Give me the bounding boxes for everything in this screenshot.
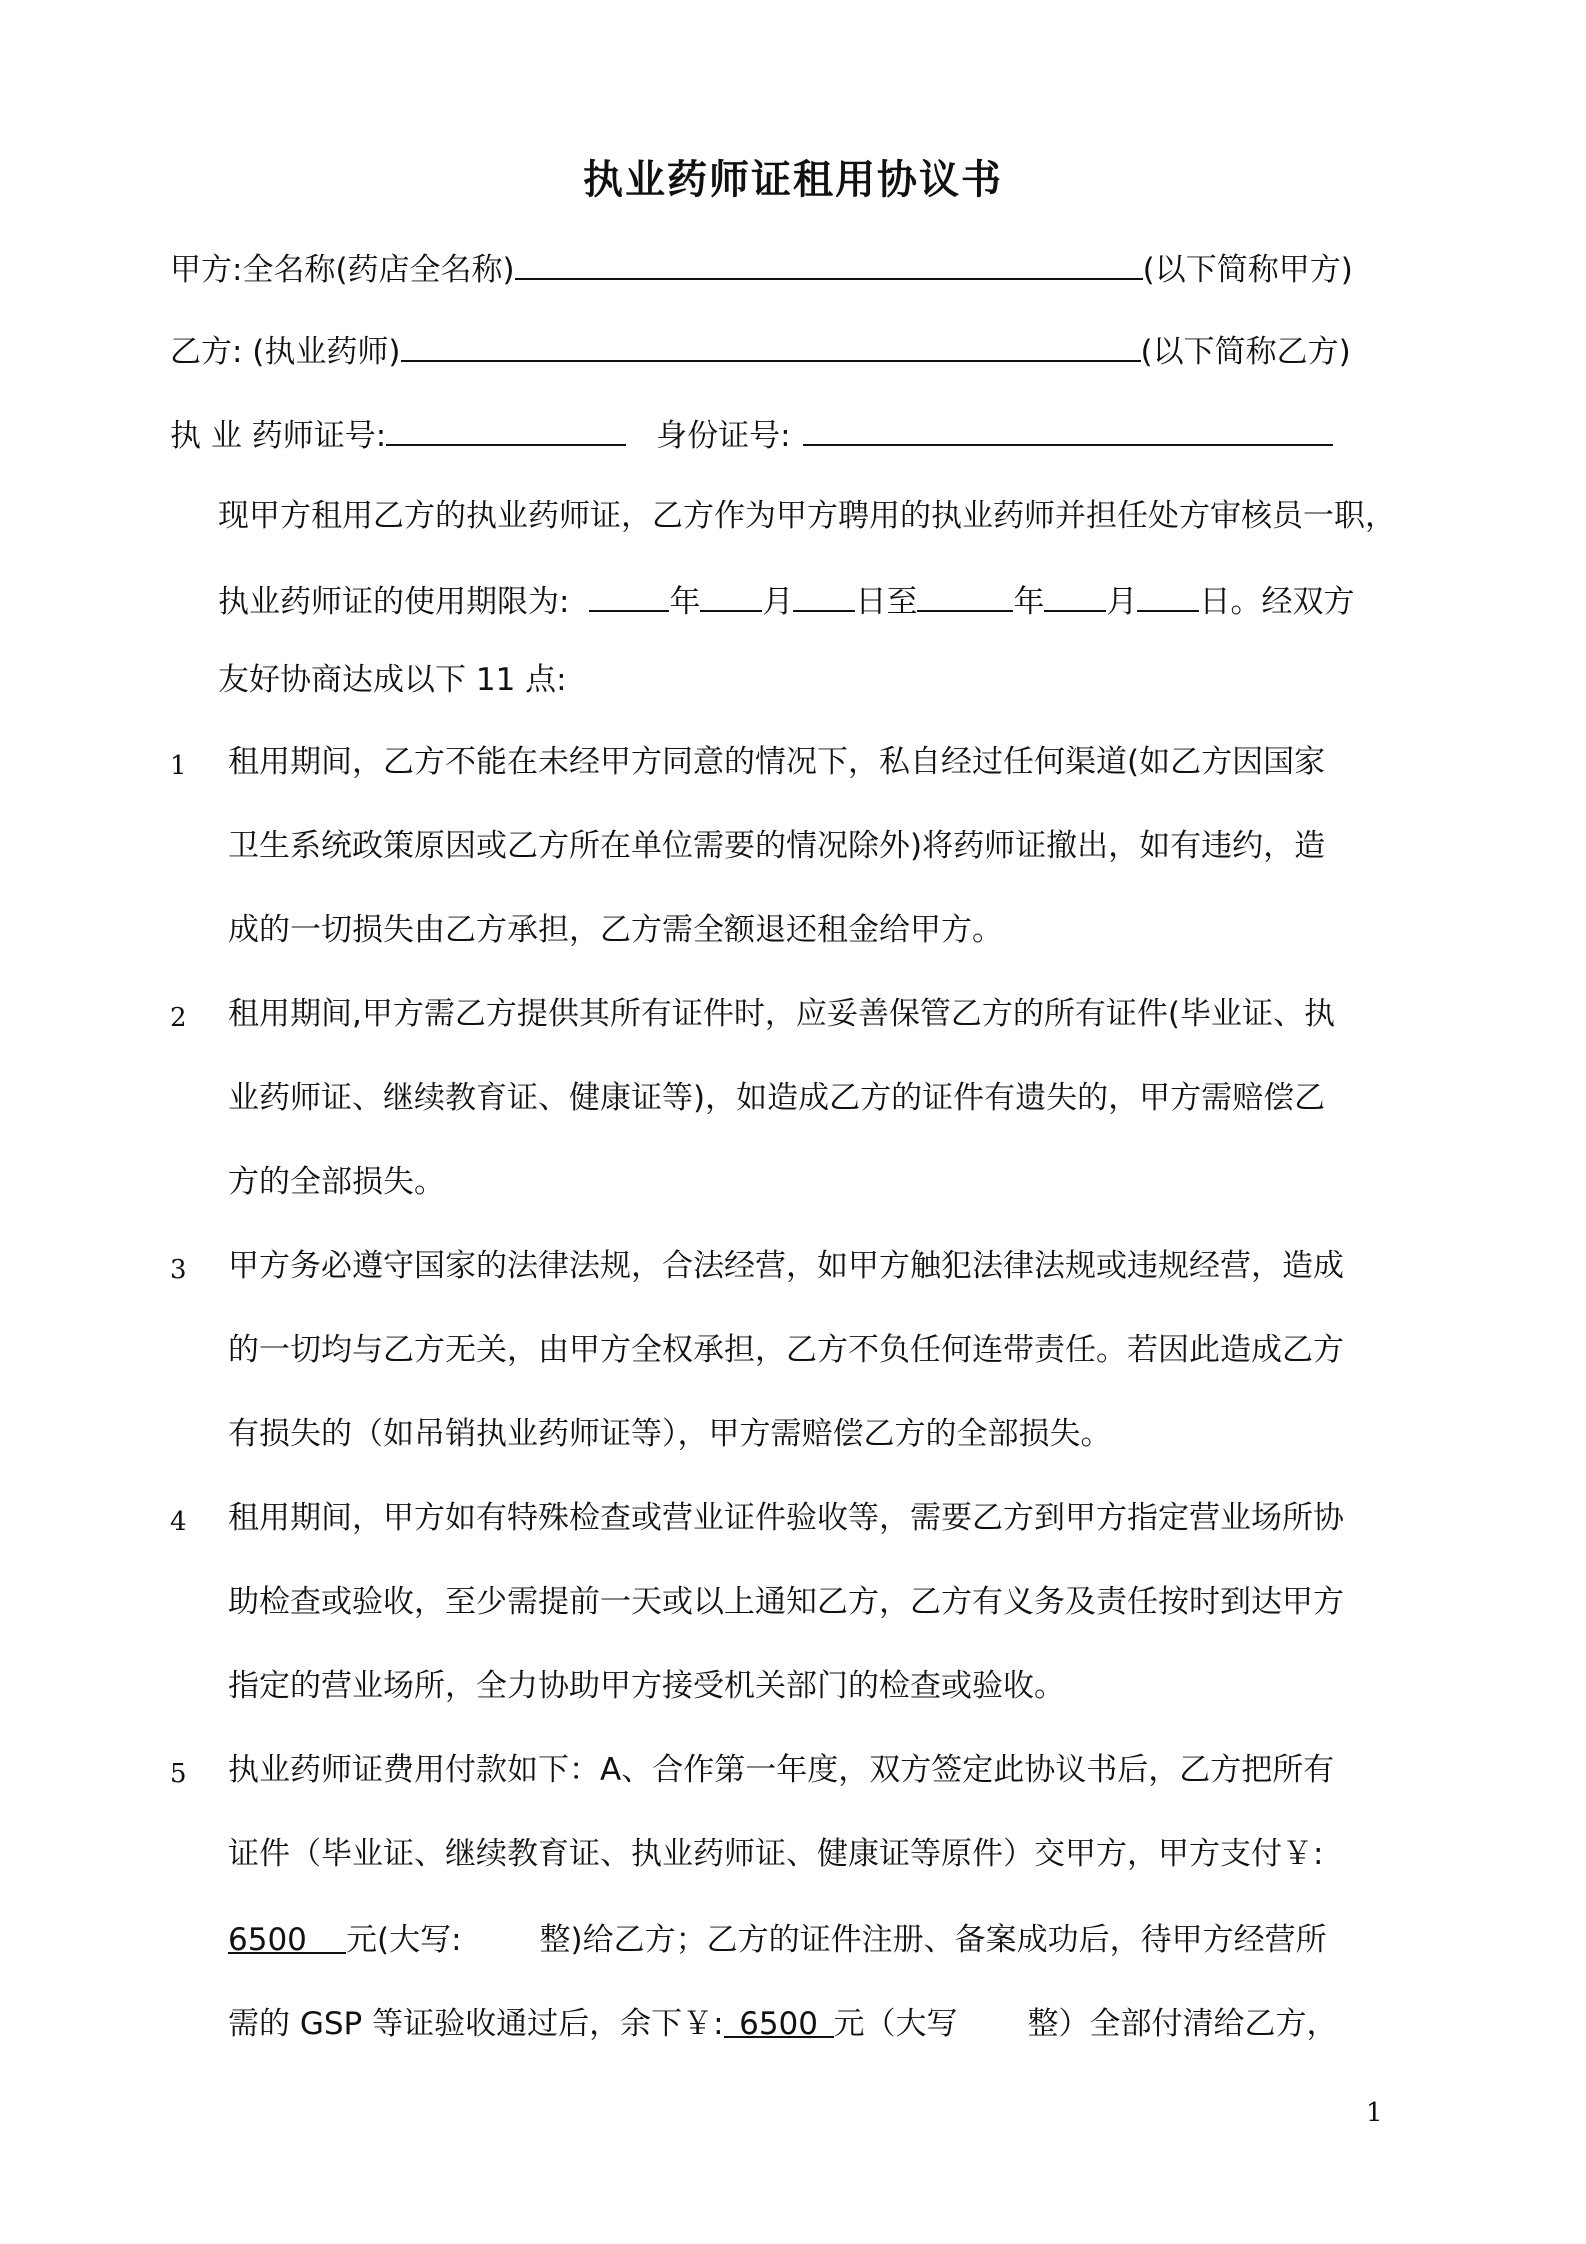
start-day-field[interactable]: [793, 576, 855, 612]
party-b-name-field[interactable]: [401, 326, 1141, 362]
remaining-payment-label: 需的 GSP 等证验收通过后，余下￥:: [228, 2006, 724, 2042]
day-to-label: 日至: [855, 584, 918, 620]
clause-1-line-2: 卫生系统政策原因或乙方所在单位需要的情况除外)将药师证撤出，如有违约，造: [228, 828, 1326, 864]
party-a-label: 甲方:全名称(药店全名称): [170, 252, 515, 288]
party-a-line: [170, 244, 1353, 292]
party-a-suffix: (以下简称甲方): [1142, 252, 1353, 288]
clause-4-number: 4: [170, 1507, 187, 1537]
id-label: 身份证号:: [656, 418, 791, 454]
remaining-payment-amount[interactable]: 6500: [724, 2002, 834, 2038]
intro-line-3: 友好协商达成以下 11 点:: [218, 662, 567, 698]
intro-line-2: [218, 576, 1354, 624]
year-label-2: 年: [1013, 584, 1045, 620]
clause-3-line-3: 有损失的（如吊销执业药师证等），甲方需赔偿乙方的全部损失。: [228, 1416, 1112, 1452]
month-label: 月: [762, 584, 794, 620]
clause-5-number: 5: [170, 1759, 187, 1789]
clause-5-line-2: 证件（毕业证、继续教育证、执业药师证、健康证等原件）交甲方，甲方支付￥:: [228, 1836, 1324, 1872]
id-number-field[interactable]: [803, 410, 1333, 446]
start-month-field[interactable]: [700, 576, 762, 612]
clause-4-line-3: 指定的营业场所，全力协助甲方接受机关部门的检查或验收。: [228, 1668, 1065, 1704]
month-label-2: 月: [1106, 584, 1138, 620]
clause-4-line-1: 租用期间，甲方如有特殊检查或营业证件验收等，需要乙方到甲方指定营业场所协: [228, 1500, 1344, 1536]
clause-5-line-3: [228, 1918, 1327, 1962]
remaining-payment-caps-label: 元（大写: [833, 2006, 958, 2042]
first-payment-rest: 整)给乙方；乙方的证件注册、备案成功后，待甲方经营所: [539, 1922, 1327, 1958]
license-number-field[interactable]: [386, 410, 626, 446]
page-number: 1: [1366, 2098, 1383, 2128]
remaining-payment-rest: 整）全部付清给乙方，: [1027, 2006, 1338, 2042]
clause-4-line-2: 助检查或验收，至少需提前一天或以上通知乙方，乙方有义务及责任按时到达甲方: [228, 1584, 1344, 1620]
day-end-label: 日。经双方: [1199, 584, 1355, 620]
party-a-name-field[interactable]: [515, 244, 1143, 280]
clause-1-number: 1: [170, 751, 187, 781]
clause-1-line-1: 租用期间，乙方不能在未经甲方同意的情况下，私自经过任何渠道(如乙方因国家: [228, 744, 1326, 780]
license-label: 执 业 药师证号:: [170, 418, 387, 454]
year-label: 年: [669, 584, 701, 620]
start-year-field[interactable]: [589, 576, 669, 612]
party-b-label: 乙方: (执业药师): [170, 334, 401, 370]
end-day-field[interactable]: [1137, 576, 1199, 612]
clause-2-line-3: 方的全部损失。: [228, 1164, 445, 1200]
intro-line-1: 现甲方租用乙方的执业药师证，乙方作为甲方聘用的执业药师并担任处方审核员一职，: [218, 498, 1396, 534]
document-title: 执业药师证租用协议书: [583, 157, 1003, 203]
first-payment-caps-label: 元(大写:: [346, 1922, 462, 1958]
party-b-line: [170, 326, 1351, 374]
term-label: 执业药师证的使用期限为:: [218, 584, 570, 620]
clause-2-line-1: 租用期间,甲方需乙方提供其所有证件时，应妥善保管乙方的所有证件(毕业证、执: [228, 996, 1335, 1032]
clause-3-number: 3: [170, 1255, 187, 1285]
clause-5-line-1: 执业药师证费用付款如下：A、合作第一年度，双方签定此协议书后，乙方把所有: [228, 1752, 1335, 1788]
clause-2-line-2: 业药师证、继续教育证、健康证等)，如造成乙方的证件有遗失的，甲方需赔偿乙: [228, 1080, 1326, 1116]
party-b-suffix: (以下简称乙方): [1140, 334, 1351, 370]
clause-2-number: 2: [170, 1003, 187, 1033]
end-year-field[interactable]: [917, 576, 1013, 612]
clause-1-line-3: 成的一切损失由乙方承担，乙方需全额退还租金给甲方。: [228, 912, 1003, 948]
clause-5-line-4: [228, 2002, 1338, 2046]
end-month-field[interactable]: [1044, 576, 1106, 612]
clause-3-line-1: 甲方务必遵守国家的法律法规，合法经营，如甲方触犯法律法规或违规经营，造成: [228, 1248, 1344, 1284]
license-line: [170, 410, 1333, 458]
first-payment-amount[interactable]: 6500: [228, 1918, 346, 1954]
clause-3-line-2: 的一切均与乙方无关，由甲方全权承担，乙方不负任何连带责任。若因此造成乙方: [228, 1332, 1344, 1368]
